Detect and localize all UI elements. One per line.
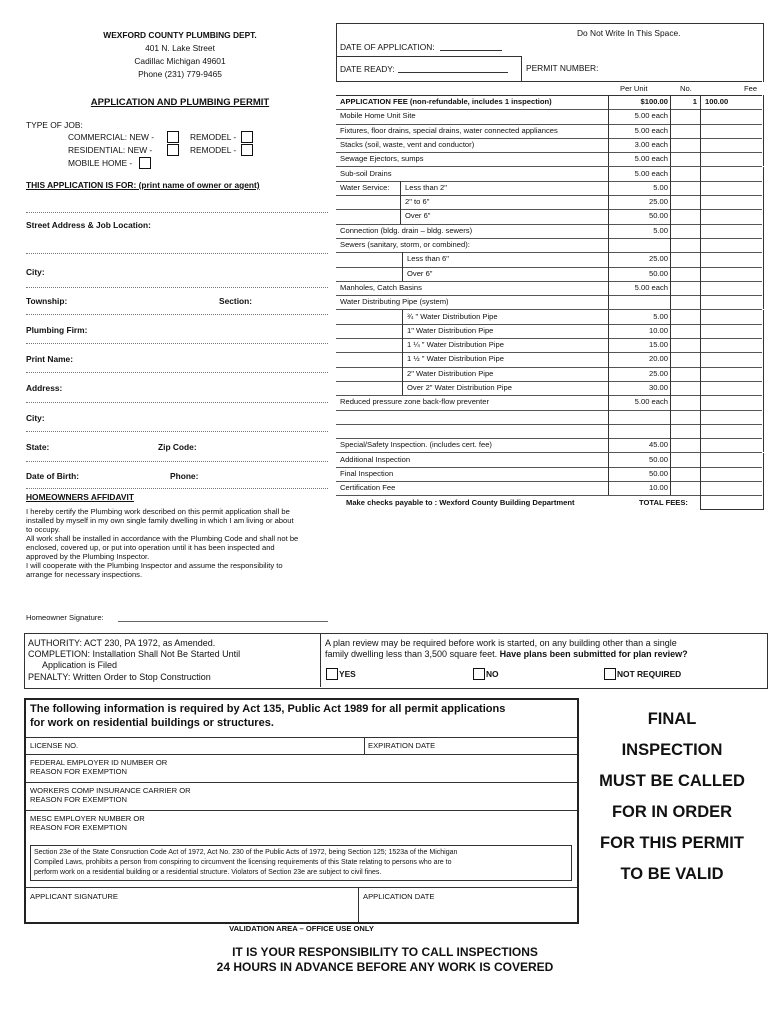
fee-subitem-box — [402, 267, 609, 281]
license-box — [24, 698, 579, 924]
owner-name-line[interactable] — [26, 212, 328, 213]
col-per-unit: Per Unit — [620, 84, 648, 93]
dob-label: Date of Birth: — [26, 471, 80, 481]
city-line[interactable] — [26, 287, 328, 288]
fee-row — [336, 352, 762, 367]
fee-subitem-box — [400, 181, 609, 195]
fee-row — [336, 152, 762, 167]
fee-per-unit: 25.00 — [608, 195, 668, 209]
fee-per-unit: $100.00 — [608, 95, 668, 109]
total-fees-label: TOTAL FEES: — [639, 498, 688, 507]
wc-label2: REASON FOR EXEMPTION — [30, 795, 128, 804]
fee-quantity[interactable] — [670, 338, 697, 352]
commercial-remodel-checkbox[interactable] — [241, 131, 253, 143]
fee-row — [336, 310, 762, 325]
fee-item-label: Sewers (sanitary, storm, or combined): — [340, 240, 470, 249]
license-heading1: The following information is required by Act 135, Public Act 1989 for all permit applications — [30, 703, 506, 715]
final-notice-line: INSPECTION — [621, 741, 723, 759]
fee-per-unit — [608, 424, 668, 438]
fee-quantity[interactable] — [670, 224, 697, 238]
mesc-label2: REASON FOR EXEMPTION — [30, 823, 128, 832]
fee-row — [336, 381, 762, 396]
zip-label: Zip Code: — [158, 442, 197, 452]
fee-quantity[interactable] — [670, 267, 697, 281]
fee-amount[interactable] — [700, 209, 764, 223]
mesc-label1: MESC EMPLOYER NUMBER OR — [30, 814, 145, 823]
fee-per-unit: 5.00 each — [608, 152, 668, 166]
fee-per-unit: 15.00 — [608, 338, 668, 352]
fee-item-label: Special/Safety Inspection. (includes cert. fee) — [340, 440, 492, 450]
final-notice-line: FINAL — [647, 710, 697, 728]
fee-row — [336, 224, 762, 239]
office-note: Do Not Write In This Space. — [577, 28, 681, 38]
fee-item-label: Certification Fee — [340, 483, 396, 493]
fee-item-label: Water Distributing Pipe (system) — [340, 297, 449, 307]
fee-row — [336, 438, 762, 453]
fee-subitem-label: 2" to 6" — [405, 197, 430, 207]
fee-amount[interactable] — [700, 224, 764, 238]
date-ready-label: DATE READY: — [340, 64, 395, 74]
fee-per-unit: 45.00 — [608, 438, 668, 452]
residential-new-label: RESIDENTIAL: NEW - — [68, 145, 153, 155]
fee-quantity[interactable] — [670, 252, 697, 266]
final-notice-line: FOR IN ORDER — [611, 803, 733, 821]
phone-label: Phone: — [170, 471, 199, 481]
fee-amount[interactable] — [700, 252, 764, 266]
affidavit-title: HOMEOWNERS AFFIDAVIT — [26, 492, 134, 502]
fee-item-label: Fixtures, floor drains, special drains, water connected appliances — [340, 125, 558, 135]
fein-label1: FEDERAL EMPLOYER ID NUMBER OR — [30, 758, 168, 767]
fee-quantity[interactable] — [670, 124, 697, 138]
fee-amount[interactable] — [700, 109, 764, 123]
print-name-line[interactable] — [26, 372, 328, 373]
application-date-label: APPLICATION DATE — [363, 892, 435, 901]
mobile-home-checkbox[interactable] — [139, 157, 151, 169]
fee-subitem-label: Over 2" Water Distribution Pipe — [407, 383, 512, 392]
section-23e-line: Compiled Laws, prohibits a person from conspiring to circumvent the licensing requirements of this State relating to persons who are to — [34, 859, 452, 866]
fee-row — [336, 267, 762, 282]
affidavit-line: approved by the Plumbing Inspector. — [26, 552, 150, 561]
commercial-new-checkbox[interactable] — [167, 131, 179, 143]
township-line[interactable] — [26, 314, 328, 315]
plan-review-question: Have plans been submitted for plan review? — [499, 649, 688, 659]
date-of-application-label: DATE OF APPLICATION: — [340, 42, 435, 52]
fee-amount[interactable] — [700, 324, 764, 338]
plan-review-text2-span: family dwelling less than 3,500 square feet. — [325, 649, 498, 659]
fee-per-unit: 5.00 each — [608, 395, 668, 409]
fee-subitem-box — [402, 310, 609, 324]
date-of-application-line[interactable] — [440, 50, 502, 51]
fee-table — [336, 95, 762, 496]
address-line[interactable] — [26, 402, 328, 403]
fee-per-unit: 10.00 — [608, 324, 668, 338]
fee-per-unit: 50.00 — [608, 453, 668, 467]
residential-remodel-label: REMODEL - — [190, 145, 237, 155]
fee-amount[interactable] — [700, 410, 764, 424]
fee-amount[interactable] — [700, 481, 764, 495]
fee-subitem-box — [402, 252, 609, 266]
fee-quantity[interactable] — [670, 138, 697, 152]
fee-quantity[interactable] — [670, 324, 697, 338]
fee-amount[interactable] — [700, 424, 764, 438]
fee-subitem-label: Less than 2" — [405, 182, 447, 192]
fee-amount[interactable] — [700, 367, 764, 381]
fee-quantity[interactable] — [670, 295, 697, 309]
fee-row — [336, 424, 762, 439]
plan-review-no-label: NO — [486, 669, 499, 679]
fee-row — [336, 95, 762, 110]
fee-quantity[interactable] — [670, 109, 697, 123]
fee-per-unit — [608, 238, 668, 252]
fee-subitem-box — [402, 324, 609, 338]
plumbing-firm-label: Plumbing Firm: — [26, 325, 88, 335]
dept-phone: Phone (231) 779-9465 — [138, 69, 222, 79]
residential-new-checkbox[interactable] — [167, 144, 179, 156]
fee-row — [336, 209, 762, 224]
section-23e-line: Section 23e of the State Consruction Code Act of 1972, Act No. 230 of the Public Acts of 1972, being Section 125; 1523a of the Michigan — [34, 849, 458, 856]
fee-per-unit: 5.00 each — [608, 167, 668, 181]
fee-quantity[interactable] — [670, 453, 697, 467]
fee-item-label: Additional Inspection — [340, 454, 411, 464]
authority-line1: AUTHORITY: ACT 230, PA 1972, as Amended. — [28, 638, 216, 648]
fee-amount[interactable] — [700, 152, 764, 166]
fee-amount[interactable] — [700, 267, 764, 281]
affidavit-line: to occupy. — [26, 525, 61, 534]
fee-per-unit: 10.00 — [608, 481, 668, 495]
permit-number-label: PERMIT NUMBER: — [526, 63, 599, 73]
fee-quantity[interactable] — [670, 467, 697, 481]
residential-remodel-checkbox[interactable] — [241, 144, 253, 156]
fee-quantity[interactable] — [670, 195, 697, 209]
section-label: Section: — [219, 296, 253, 306]
fee-per-unit: 3.00 each — [608, 138, 668, 152]
fee-amount[interactable] — [700, 467, 764, 481]
fee-subitem-box — [402, 381, 609, 395]
fee-per-unit: 5.00 each — [608, 124, 668, 138]
section-23e-text — [34, 848, 457, 878]
footer-line2: 24 HOURS IN ADVANCE BEFORE ANY WORK IS COVERED — [216, 960, 554, 974]
plumbing-firm-line[interactable] — [26, 343, 328, 344]
plan-review-yes-checkbox[interactable] — [326, 668, 338, 680]
type-of-job-label: TYPE OF JOB: — [26, 120, 83, 130]
fein-label2: REASON FOR EXEMPTION — [30, 767, 128, 776]
street-address-line[interactable] — [26, 253, 328, 254]
fee-row — [336, 167, 762, 182]
fee-amount[interactable] — [700, 295, 764, 309]
fee-row — [336, 252, 762, 267]
affidavit-line: installed by myself in my own single family dwelling in which I am living or about — [26, 516, 294, 525]
fee-amount[interactable] — [700, 453, 764, 467]
fee-subitem-label: 1 ¼ " Water Distribution Pipe — [407, 340, 504, 350]
final-notice-line: FOR THIS PERMIT — [600, 834, 744, 852]
fee-amount[interactable] — [700, 195, 764, 209]
validation-area-label: VALIDATION AREA – OFFICE USE ONLY — [229, 924, 374, 933]
payable-note: Make checks payable to : Wexford County Building Department — [346, 498, 575, 507]
commercial-remodel-label: REMODEL - — [190, 132, 237, 142]
fee-amount[interactable] — [700, 338, 764, 352]
city2-label: City: — [26, 413, 45, 423]
fee-quantity[interactable] — [670, 352, 697, 366]
dept-city: Cadillac Michigan 49601 — [134, 56, 226, 66]
fee-item-label: Stacks (soil, waste, vent and conductor) — [340, 139, 475, 149]
office-box — [336, 23, 764, 82]
fee-subitem-box — [402, 367, 609, 381]
fee-item-label: APPLICATION FEE (non-refundable, includes 1 inspection) — [340, 97, 552, 106]
fee-row — [336, 324, 762, 339]
fee-per-unit: 25.00 — [608, 367, 668, 381]
mobile-home-label: MOBILE HOME - — [68, 158, 133, 168]
street-address-label: Street Address & Job Location: — [26, 220, 151, 230]
fee-row — [336, 138, 762, 153]
fee-quantity[interactable] — [670, 367, 697, 381]
expiration-date-label: EXPIRATION DATE — [368, 741, 436, 750]
fee-per-unit: 20.00 — [608, 352, 668, 366]
homeowner-signature-line[interactable] — [118, 621, 328, 622]
fee-subitem-label: 1" Water Distribution Pipe — [407, 325, 494, 335]
fee-row — [336, 281, 762, 296]
fee-row — [336, 395, 762, 410]
address-label: Address: — [26, 383, 63, 393]
fee-subitem-label: 1 ½ " Water Distribution Pipe — [407, 354, 504, 364]
fee-quantity[interactable] — [670, 481, 697, 495]
date-ready-line[interactable] — [398, 72, 508, 73]
final-notice-line: MUST BE CALLED — [599, 772, 745, 790]
print-name-label: Print Name: — [26, 354, 74, 364]
fee-row — [336, 467, 762, 482]
fee-row — [336, 124, 762, 139]
fee-row — [336, 109, 762, 124]
affidavit-text — [26, 507, 346, 579]
final-inspection-notice — [584, 704, 760, 890]
fee-amount[interactable] — [700, 395, 764, 409]
affidavit-line: All work shall be installed in accordance with the Plumbing Code and shall not be — [26, 534, 299, 543]
fee-row — [336, 453, 762, 468]
fee-per-unit: 5.00 each — [608, 109, 668, 123]
permit-title: APPLICATION AND PLUMBING PERMIT — [90, 97, 270, 108]
fee-quantity[interactable] — [670, 238, 697, 252]
authority-line3: Application is Filed — [42, 660, 118, 670]
total-fees-box[interactable] — [700, 495, 764, 510]
fee-amount[interactable] — [700, 281, 764, 295]
dob-phone-line[interactable] — [26, 488, 328, 489]
state-label: State: — [26, 442, 50, 452]
fee-row — [336, 338, 762, 353]
applicant-signature-label: APPLICANT SIGNATURE — [30, 892, 118, 901]
fee-amount[interactable] — [700, 138, 764, 152]
fee-subitem-label: Over 6" — [405, 211, 431, 221]
footer-line1: IT IS YOUR RESPONSIBILITY TO CALL INSPECTIONS — [232, 945, 538, 959]
fee-subitem-box — [402, 338, 609, 352]
fee-row — [336, 295, 762, 310]
authority-line4: PENALTY: Written Order to Stop Construction — [28, 672, 211, 682]
fee-per-unit: 5.00 — [608, 224, 668, 238]
fee-per-unit: 50.00 — [608, 467, 668, 481]
fee-amount[interactable]: 100.00 — [700, 95, 764, 109]
fee-per-unit: 5.00 — [608, 310, 668, 324]
affidavit-line: arrange for necessary inspections. — [26, 570, 143, 579]
fee-quantity[interactable] — [670, 152, 697, 166]
dept-street: 401 N. Lake Street — [145, 43, 215, 53]
fee-item-label: Sub-soil Drains — [340, 168, 392, 178]
fee-item-label: Reduced pressure zone back-flow preventer — [340, 397, 490, 407]
fee-amount[interactable] — [700, 352, 764, 366]
fee-quantity[interactable] — [670, 181, 697, 195]
fee-per-unit — [608, 410, 668, 424]
fee-per-unit: 50.00 — [608, 267, 668, 281]
plan-review-text2 — [325, 649, 688, 659]
city2-line[interactable] — [26, 431, 328, 432]
fee-item-label: Final Inspection — [340, 468, 394, 478]
fee-row — [336, 238, 762, 253]
fee-quantity[interactable] — [670, 209, 697, 223]
plan-review-yes-label: YES — [339, 669, 356, 679]
affidavit-line: I hereby certify the Plumbing work described on this permit application shall be — [26, 507, 290, 516]
col-fee: Fee — [744, 84, 758, 93]
fee-quantity[interactable] — [670, 438, 697, 452]
dept-name: WEXFORD COUNTY PLUMBING DEPT. — [103, 30, 257, 40]
affidavit-line: enclosed, covered up, or put into operation until it has been inspected and — [26, 543, 275, 552]
fee-per-unit: 50.00 — [608, 209, 668, 223]
fee-quantity[interactable] — [670, 310, 697, 324]
fee-per-unit: 30.00 — [608, 381, 668, 395]
application-for-label: THIS APPLICATION IS FOR: (print name of owner or agent) — [26, 180, 260, 190]
authority-line2: COMPLETION: Installation Shall Not Be Started Until — [28, 649, 241, 659]
fee-item-label: Manholes, Catch Basins — [340, 282, 422, 292]
fee-amount[interactable] — [700, 381, 764, 395]
fee-item-label: Connection (bldg. drain – bldg. sewers) — [340, 225, 473, 235]
fee-quantity[interactable] — [670, 381, 697, 395]
state-zip-line[interactable] — [26, 461, 328, 462]
fee-row — [336, 181, 762, 196]
fee-row — [336, 410, 762, 425]
license-no-label: LICENSE NO. — [30, 741, 79, 750]
wc-label1: WORKERS COMP INSURANCE CARRIER OR — [30, 786, 191, 795]
fee-row — [336, 195, 762, 210]
plan-review-no-checkbox[interactable] — [473, 668, 485, 680]
fee-quantity[interactable] — [670, 281, 697, 295]
fee-quantity[interactable] — [670, 167, 697, 181]
fee-amount[interactable] — [700, 310, 764, 324]
fee-amount[interactable] — [700, 124, 764, 138]
fee-subitem-label: 2" Water Distribution Pipe — [407, 368, 494, 378]
fee-subitem-label: Over 6" — [407, 268, 433, 278]
fee-amount[interactable] — [700, 238, 764, 252]
fee-quantity[interactable]: 1 — [670, 95, 697, 109]
fee-per-unit — [608, 295, 668, 309]
final-notice-line: TO BE VALID — [620, 865, 724, 883]
fee-per-unit: 5.00 — [608, 181, 668, 195]
fee-subitem-label: ¾ " Water Distribution Pipe — [407, 311, 498, 321]
affidavit-line: I will cooperate with the Plumbing Inspector and assume the responsibility to — [26, 561, 283, 570]
section-23e-line: perform work on a residential building or a residential structure. Violators of Section 23e are subject to civil fines. — [34, 869, 382, 876]
fee-row — [336, 367, 762, 382]
fee-subitem-label: Less than 6" — [407, 254, 449, 264]
license-heading2: for work on residential buildings or structures. — [30, 717, 274, 729]
commercial-new-label: COMMERCIAL: NEW - — [68, 132, 155, 142]
plan-review-not-required-checkbox[interactable] — [604, 668, 616, 680]
fee-item-label: Sewage Ejectors, sumps — [340, 154, 424, 164]
fee-amount[interactable] — [700, 438, 764, 452]
fee-row — [336, 481, 762, 496]
fee-quantity[interactable] — [670, 410, 697, 424]
fee-subitem-box — [400, 195, 609, 209]
township-label: Township: — [26, 296, 68, 306]
fee-quantity[interactable] — [670, 395, 697, 409]
city-label: City: — [26, 267, 45, 277]
fee-item-label: Mobile Home Unit Site — [340, 111, 416, 121]
fee-subitem-box — [402, 352, 609, 366]
fee-item-label: Water Service: — [340, 182, 390, 192]
fee-quantity[interactable] — [670, 424, 697, 438]
homeowner-signature-label: Homeowner Signature: — [26, 613, 104, 622]
plan-review-not-required-label: NOT REQUIRED — [617, 669, 682, 679]
fee-subitem-box — [400, 209, 609, 223]
fee-amount[interactable] — [700, 167, 764, 181]
fee-amount[interactable] — [700, 181, 764, 195]
fee-per-unit: 5.00 each — [608, 281, 668, 295]
fee-per-unit: 25.00 — [608, 252, 668, 266]
col-no: No. — [680, 84, 692, 93]
plan-review-text1: A plan review may be required before work is started, on any building other than a single — [325, 638, 677, 648]
